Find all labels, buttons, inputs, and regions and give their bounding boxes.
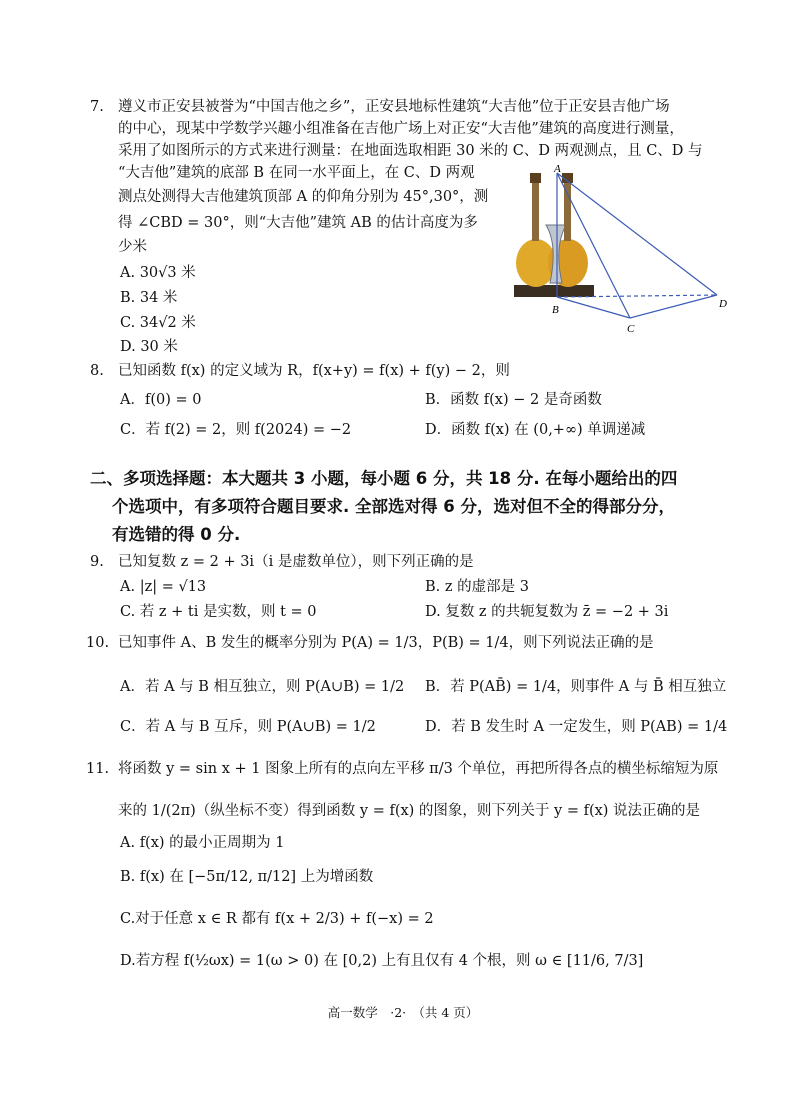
q11-line-2: 来的 1/(2π)（纵坐标不变）得到函数 y = f(x) 的图象，则下列关于 y = f(x) 说法正确的是	[118, 803, 701, 819]
segment-cd	[630, 295, 717, 318]
figure-base	[514, 285, 594, 297]
q11-number: 11.	[86, 761, 110, 777]
segment-bc	[557, 297, 630, 318]
q9-option-d: D. 复数 z 的共轭复数为 z̄ = −2 + 3i	[425, 604, 669, 620]
q7-option-a: A. 30√3 米	[120, 265, 196, 281]
q11-option-d: D.若方程 f(½ωx) = 1(ω > 0) 在 [0,2) 上有且仅有 4 个根，则 ω ∈ [11/6, 7/3]	[120, 953, 644, 969]
q10-option-a: A．若 A 与 B 相互独立，则 P(A∪B) = 1/2	[120, 679, 405, 695]
q7-line-4: “大吉他”建筑的底部 B 在同一水平面上，在 C、D 两观	[118, 165, 475, 181]
label-d: D	[719, 298, 727, 310]
q7-number: 7.	[90, 99, 104, 115]
section2-line-3: 有选错的得 0 分.	[112, 525, 241, 544]
q7-line-6: 得 ∠CBD = 30°，则“大吉他”建筑 AB 的估计高度为多	[118, 215, 478, 231]
q9-option-c: C. 若 z + ti 是实数，则 t = 0	[120, 604, 317, 620]
q8-stem: 已知函数 f(x) 的定义域为 R，f(x+y) = f(x) + f(y) − 2，则	[118, 363, 510, 379]
label-a: A	[554, 165, 561, 175]
q7-option-d: D. 30 米	[120, 339, 178, 355]
q10-stem: 已知事件 A、B 发生的概率分别为 P(A) = 1/3，P(B) = 1/4，则下列说法正确的是	[118, 635, 654, 651]
section2-line-1: 二、多项选择题：本大题共 3 小题，每小题 6 分，共 18 分. 在每小题给出的四	[90, 469, 678, 488]
q7-line-1: 遵义市正安县被誉为“中国吉他之乡”，正安县地标性建筑“大吉他”位于正安县吉他广场	[118, 99, 670, 115]
q8-option-b: B．函数 f(x) − 2 是奇函数	[425, 392, 602, 408]
q9-number: 9.	[90, 554, 104, 570]
q10-option-b: B．若 P(AB̄) = 1/4，则事件 A 与 B̄ 相互独立	[425, 679, 727, 695]
q11-option-c: C.对于任意 x ∈ R 都有 f(x + 2/3) + f(−x) = 2	[120, 911, 434, 927]
q7-line-5: 测点处测得大吉他建筑顶部 A 的仰角分别为 45°,30°，测	[118, 189, 489, 205]
q8-option-c: C．若 f(2) = 2，则 f(2024) = −2	[120, 422, 352, 438]
label-b: B	[552, 304, 559, 316]
q10-number: 10.	[86, 635, 110, 651]
q8-option-a: A．f(0) = 0	[120, 392, 202, 408]
guitar-building-figure	[510, 165, 740, 340]
q9-option-a: A. |z| = √13	[120, 579, 207, 595]
q11-line-1: 将函数 y = sin x + 1 图象上所有的点向左平移 π/3 个单位，再把所得各点的横坐标缩短为原	[118, 761, 719, 777]
q9-option-b: B. z 的虚部是 3	[425, 579, 529, 595]
section2-line-2: 个选项中，有多项符合题目要求. 全部选对得 6 分，选对但不全的得部分分，	[112, 497, 675, 516]
q8-option-d: D．函数 f(x) 在 (0,+∞) 单调递减	[425, 422, 646, 438]
q7-option-c: C. 34√2 米	[120, 315, 196, 331]
q8-number: 8.	[90, 363, 104, 379]
q9-stem: 已知复数 z = 2 + 3i（i 是虚数单位），则下列正确的是	[118, 554, 474, 570]
q7-line-3: 采用了如图所示的方式来进行测量：在地面选取相距 30 米的 C、D 两观测点，且 C、D 与	[118, 143, 703, 159]
q10-option-c: C．若 A 与 B 互斥，则 P(A∪B) = 1/2	[120, 719, 376, 735]
guitar-neck-left	[532, 179, 539, 241]
q7-line-7: 少米	[118, 239, 147, 255]
guitar-head-left	[530, 173, 541, 183]
q10-option-d: D．若 B 发生时 A 一定发生，则 P(AB) = 1/4	[425, 719, 728, 735]
q7-line-2: 的中心，现某中学数学兴趣小组准备在吉他广场上对正安“大吉他”建筑的高度进行测量，	[118, 121, 684, 137]
page-footer: 高一数学 ·2· （共 4 页）	[327, 1005, 479, 1020]
q7-option-b: B. 34 米	[120, 290, 178, 306]
label-c: C	[627, 323, 635, 335]
q11-option-a: A. f(x) 的最小正周期为 1	[120, 835, 285, 851]
q11-option-b: B. f(x) 在 [−5π/12, π/12] 上为增函数	[120, 869, 374, 885]
